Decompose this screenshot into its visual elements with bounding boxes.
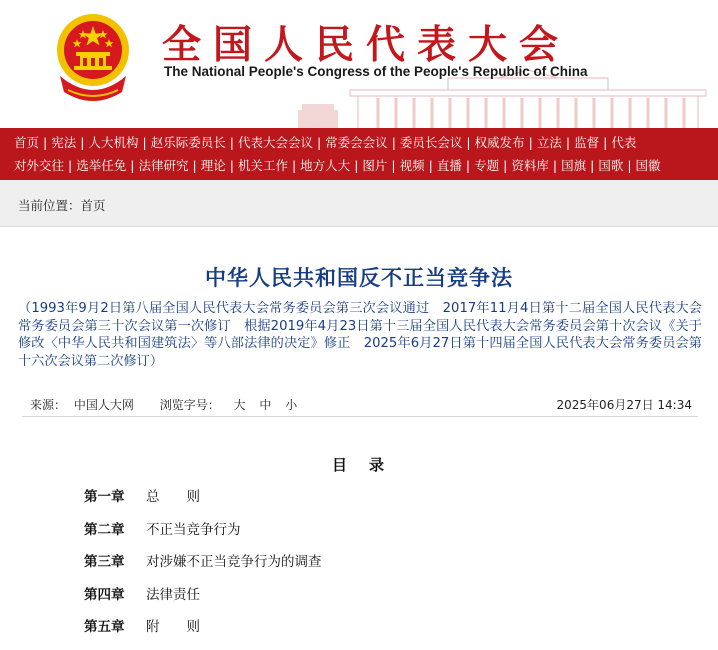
nav-item-row2-10[interactable]: 资料库 [511,158,549,173]
nav-separator: | [391,158,396,173]
nav-item-row1-9[interactable]: 监督 [574,135,600,150]
article-subtitle: （1993年9月2日第八届全国人民代表大会常务委员会第三次会议通过 2017年11月4日第十二届全国人民代表大会常务委员会第三十次会议第一次修订 根据2019年4月23日第十三届全国人民代表大会常务委员会第十次会议《关于修改〈中华人民共和国建筑法〉等八部法律的决定》修正 2025年6月27日第十四届全国人民代表大会常务委员会第十六次会议第二次修订） [18,301,702,369]
toc-item [84,487,322,520]
nav-item-row1-7[interactable]: 权威发布 [474,135,525,150]
national-emblem-icon [52,6,134,110]
toc-item [84,585,322,618]
breadcrumb-label: 当前位置： [18,198,81,213]
nav-separator: | [130,158,135,173]
nav-separator: | [590,158,595,173]
article-meta [22,392,698,417]
nav-item-row2-0[interactable]: 对外交往 [14,158,65,173]
toc-chapter-number: 第三章 [84,554,125,570]
nav-separator: | [229,158,234,173]
nav-separator: | [552,158,558,173]
breadcrumb [18,196,106,214]
nav-item-row2-8[interactable]: 直播 [436,158,462,173]
nav-item-row2-13[interactable]: 国徽 [635,158,661,173]
nav-item-row1-4[interactable]: 代表大会会议 [237,135,313,150]
nav-item-row2-1[interactable]: 选举任免 [76,158,127,173]
nav-separator: | [565,135,571,150]
font-size-medium-button[interactable]: 中 [259,398,272,412]
nav-separator: | [391,135,396,150]
nav-separator: | [503,158,508,173]
nav-item-row1-10[interactable]: 代表 [611,135,637,150]
toc-heading-char-2: 录 [369,456,387,474]
nav-separator: | [192,158,197,173]
site-title-en: The National People's Congress of the People's Republic of China [164,64,588,79]
nav-item-row1-3[interactable]: 赵乐际委员长 [150,135,226,150]
toc-heading [0,454,718,475]
font-size-large-button[interactable]: 大 [233,398,246,412]
article-title: 中华人民共和国反不正当竞争法 [205,266,513,290]
nav-item-row1-8[interactable]: 立法 [536,135,562,150]
nav-item-row2-5[interactable]: 地方人大 [300,158,351,173]
nav-separator: | [316,135,322,150]
nav-item-row2-6[interactable]: 图片 [362,158,388,173]
toc-item [84,520,322,553]
nav-separator: | [229,135,234,150]
toc-chapter-number: 第二章 [84,521,125,538]
nav-item-row1-5[interactable]: 常委会会议 [325,135,388,150]
toc-item [84,552,322,585]
nav-separator: | [80,135,85,150]
nav-separator: | [528,135,533,150]
table-of-contents [84,487,322,650]
nav-item-row2-11[interactable]: 国旗 [561,158,587,173]
nav-separator: | [291,158,297,173]
source-label: 来源： [30,398,67,412]
site-header [0,0,718,128]
toc-chapter-title: 法律责任 [146,586,200,603]
breadcrumb-home-link[interactable]: 首页 [80,198,106,213]
toc-chapter-number: 第一章 [84,489,125,505]
nav-item-row2-7[interactable]: 视频 [399,158,425,173]
font-size-label: 浏览字号： [159,398,220,412]
nav-separator: | [627,158,632,173]
nav-separator: | [428,158,433,173]
toc-chapter-title: 附 则 [146,619,200,635]
nav-item-row1-2[interactable]: 人大机构 [88,135,139,150]
toc-chapter-title: 对涉嫌不正当竞争行为的调查 [146,554,322,570]
toc-heading-char-1: 目 [331,456,349,474]
nav-item-row2-9[interactable]: 专题 [474,158,500,173]
nav-separator: | [354,158,359,173]
nav-separator: | [465,158,471,173]
toc-chapter-number: 第五章 [84,619,125,635]
nav-separator: | [43,135,48,150]
nav-item-row1-6[interactable]: 委员长会议 [399,135,463,150]
nav-separator: | [603,135,608,150]
toc-item [84,617,322,650]
publish-datetime: 2025年06月27日 14:34 [556,398,692,412]
nav-item-row2-4[interactable]: 机关工作 [237,158,288,173]
site-title-cn: 全国人民代表大会 [162,22,571,68]
nav-separator: | [142,135,147,150]
font-size-small-button[interactable]: 小 [285,398,298,412]
nav-separator: | [466,135,471,150]
main-nav [0,128,718,180]
source-name: 中国人大网 [73,398,134,412]
toc-chapter-title: 不正当竞争行为 [146,521,241,538]
breadcrumb-bar [0,180,718,227]
nav-item-row2-3[interactable]: 理论 [200,158,226,173]
toc-chapter-number: 第四章 [84,586,125,603]
toc-chapter-title: 总 则 [146,489,200,505]
nav-row-2 [14,153,661,179]
nav-item-row1-1[interactable]: 宪法 [51,135,77,150]
nav-item-row1-0[interactable]: 首页 [14,135,40,150]
nav-item-row2-12[interactable]: 国歌 [598,158,624,173]
nav-separator: | [68,158,73,173]
nav-item-row2-2[interactable]: 法律研究 [138,158,189,173]
